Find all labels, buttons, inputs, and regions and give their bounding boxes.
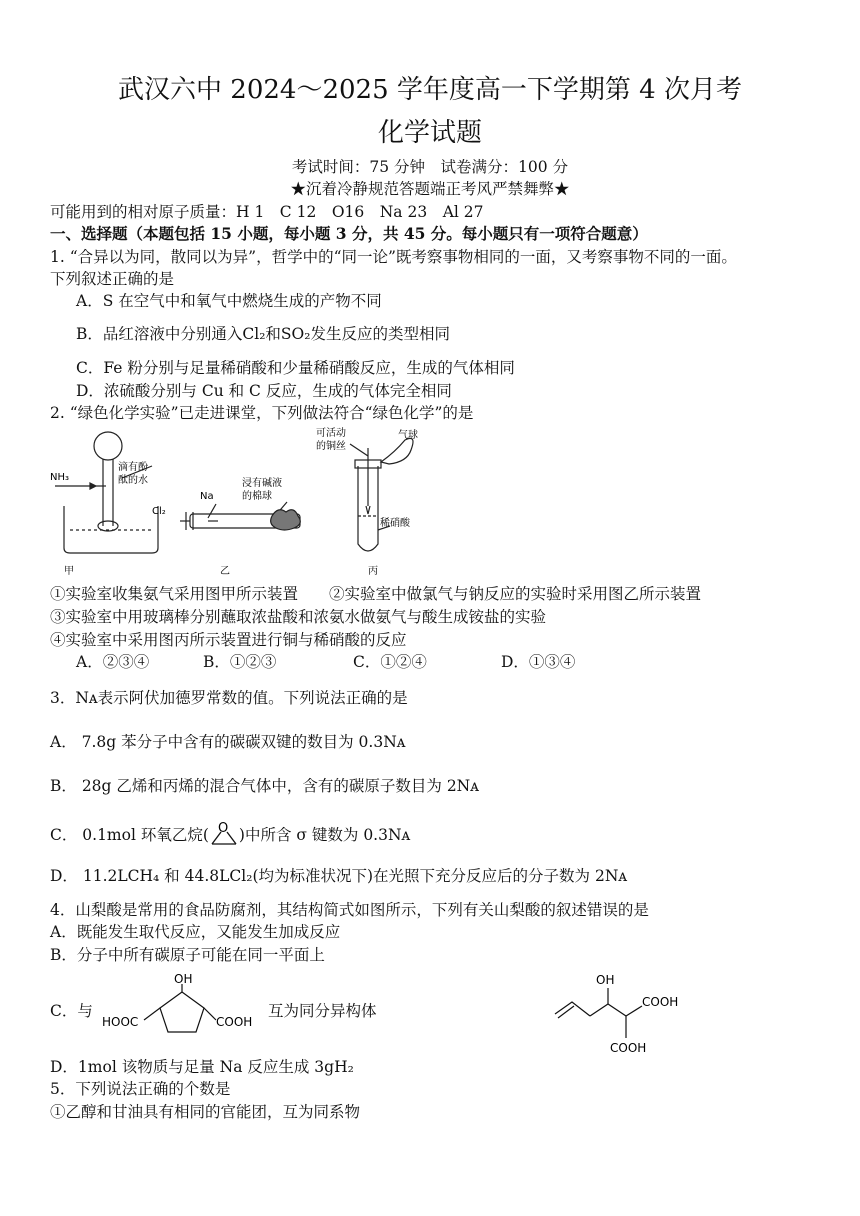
- ring-cooh-label: COOH: [216, 1015, 253, 1029]
- q4-option-d: D．1mol 该物质与足量 Na 反应生成 3gH₂: [50, 1058, 354, 1076]
- chain-cooh-upper: COOH: [642, 995, 679, 1009]
- label-wire-1: 可活动: [316, 428, 346, 439]
- q3-stem: 3．Nᴀ表示阿伏加德罗常数的值。下列说法正确的是: [50, 689, 408, 707]
- epoxide-oxygen: O: [217, 821, 229, 836]
- q2-apparatus-figure: [50, 426, 470, 576]
- label-acid: 稀硝酸: [380, 518, 410, 529]
- q4-option-b: B．分子中所有碳原子可能在同一平面上: [50, 946, 325, 964]
- q3-option-c-prefix: C． 0.1mol 环氧乙烷(: [50, 826, 209, 844]
- q2-option-d: D．①③④: [501, 653, 576, 671]
- cotton-ball: [271, 510, 301, 530]
- q2-option-c: C．①②④: [353, 653, 427, 671]
- q1-stem-line1: 1. “合异以为同，散同以为异”，哲学中的“同一论”既考察事物相同的一面，又考察事物不同的一面。: [50, 248, 737, 266]
- q1-option-c: C．Fe 粉分别与足量稀硝酸和少量稀硝酸反应，生成的气体相同: [76, 359, 515, 377]
- flask-bulb: [94, 432, 122, 460]
- label-cotton-1: 浸有碱液: [242, 478, 282, 489]
- q3-option-a: A． 7.8g 苯分子中含有的碳碳双键的数目为 0.3Nᴀ: [50, 733, 406, 751]
- ring-hooc-label: HOOC: [102, 1015, 139, 1029]
- q5-statement-1: ①乙醇和甘油具有相同的官能团，互为同系物: [50, 1103, 361, 1121]
- q5-stem: 5．下列说法正确的个数是: [50, 1080, 231, 1098]
- label-na: Na: [200, 491, 214, 502]
- motto: ★沉着冷静规范答题端正考风严禁舞弊★: [290, 180, 570, 198]
- section-heading: 一、选择题（本题包括 15 小题，每小题 3 分，共 45 分。每小题只有一项符合题意）: [50, 224, 648, 243]
- label-nh3: NH₃: [50, 472, 70, 483]
- label-cl2: Cl₂: [152, 506, 166, 517]
- q2-option-a: A．②③④: [76, 653, 150, 671]
- q1-option-d: D．浓硫酸分别与 Cu 和 C 反应，生成的气体完全相同: [76, 382, 452, 400]
- q3-option-c-suffix: )中所含 σ 键数为 0.3Nᴀ: [238, 826, 411, 844]
- cyclopentane-structure: [96, 972, 266, 1040]
- label-bing: 丙: [368, 566, 378, 576]
- q1-option-a: A．S 在空气中和氧气中燃烧生成的产物不同: [76, 292, 382, 310]
- q2-statement-3: ③实验室中用玻璃棒分别蘸取浓盐酸和浓氨水做氨气与酸生成铵盐的实验: [50, 608, 547, 626]
- q4-option-c-prefix: C．与: [50, 1002, 93, 1020]
- q2-statement-4: ④实验室中采用图丙所示装置进行铜与稀硝酸的反应: [50, 631, 407, 649]
- q2-statement-1-2: ①实验室收集氨气采用图甲所示装置 ②实验室中做氯气与钠反应的实验时采用图乙所示装置: [50, 585, 702, 603]
- q3-option-b: B． 28g 乙烯和丙烯的混合气体中，含有的碳原子数目为 2Nᴀ: [50, 777, 479, 795]
- epoxide-structure: [209, 820, 239, 846]
- exam-title: 武汉六中 2024～2025 学年度高一下学期第 4 次月考: [118, 75, 742, 105]
- q3-option-c: [50, 820, 410, 846]
- q2-stem: 2. “绿色化学实验”已走进课堂，下列做法符合“绿色化学”的是: [50, 404, 474, 422]
- label-jia: 甲: [64, 566, 74, 576]
- label-wire-2: 的铜丝: [316, 441, 346, 452]
- label-cotton-2: 的棉球: [242, 491, 272, 502]
- label-water-2: 酞的水: [118, 475, 148, 486]
- label-yi: 乙: [220, 566, 230, 576]
- chain-oh-label: OH: [596, 973, 615, 987]
- q3-option-d: D． 11.2LCH₄ 和 44.8LCl₂(均为标准状况下)在光照下充分反应后的分子数为 2Nᴀ: [50, 867, 628, 885]
- chain-cooh-lower: COOH: [610, 1041, 647, 1055]
- exam-info: 考试时间：75 分钟 试卷满分：100 分: [291, 158, 569, 176]
- q2-option-b: B．①②③: [203, 653, 277, 671]
- balloon: [381, 438, 413, 464]
- q1-stem-line2: 下列叙述正确的是: [50, 270, 175, 288]
- sorbic-acid-structure: [550, 966, 700, 1061]
- q4-option-a: A．既能发生取代反应，又能发生加成反应: [50, 923, 341, 941]
- q4-stem: 4．山梨酸是常用的食品防腐剂，其结构简式如图所示，下列有关山梨酸的叙述错误的是: [50, 901, 649, 919]
- ring-oh-label: OH: [174, 972, 193, 986]
- atomic-masses: 可能用到的相对原子质量：H 1 C 12 O16 Na 23 Al 27: [50, 203, 484, 221]
- q1-option-b: B．品红溶液中分别通入Cl₂和SO₂发生反应的类型相同: [76, 325, 450, 343]
- label-balloon: 气球: [398, 430, 418, 441]
- label-water-1: 滴有酚: [118, 462, 148, 473]
- subject-title: 化学试题: [377, 118, 482, 148]
- q4-option-c-suffix: 互为同分异构体: [268, 1002, 377, 1020]
